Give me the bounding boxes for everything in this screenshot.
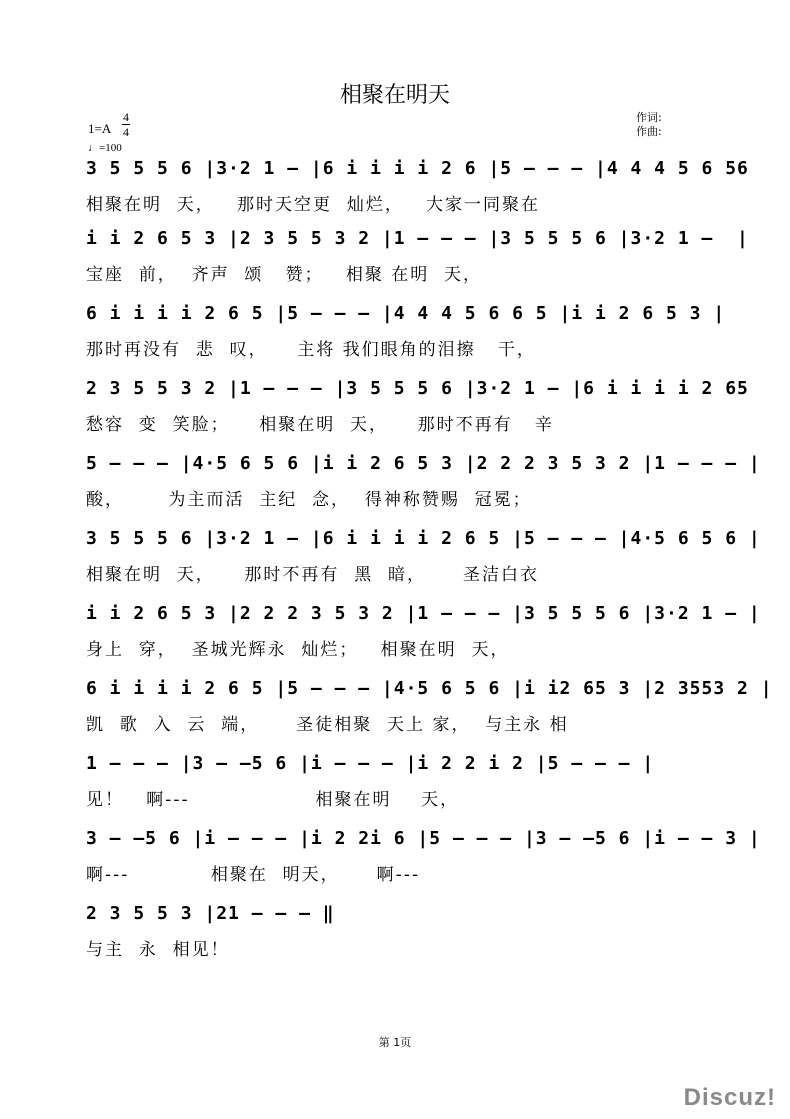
score-row: [86, 828, 761, 898]
score-row: [86, 228, 749, 298]
key-signature: 1=A: [88, 121, 112, 136]
notation-line: 6 i i i i 2 6 5 |5 – – – |4 4 4 5 6 6 5 |i i 2 6 5 3 |: [86, 303, 726, 324]
lyrics-line: 凯 歌 入 云 端， 圣徒相聚 天上 家， 与主永 相: [86, 715, 569, 735]
credits: [636, 111, 662, 139]
lyrics-line: 那时再没有 悲 叹， 主将 我们眼角的泪擦 干，: [86, 340, 536, 360]
watermark-logo: Discuz!: [683, 1084, 776, 1111]
time-signature-top: 4: [123, 110, 129, 124]
score-row: [86, 603, 761, 673]
song-title: 相聚在明天: [339, 83, 450, 108]
composer-label: 作曲:: [636, 125, 662, 138]
lyrics-line: 酸， 为主而活 主纪 念， 得神称赞赐 冠冕；: [86, 490, 532, 510]
notation-line: 1 – – – |3 – –5 6 |i – – – |i 2 2 i 2 |5 – – – |: [86, 753, 655, 774]
time-signature: [122, 110, 130, 139]
lyrics-line: 宝座 前， 齐声 颂 赞； 相聚 在明 天，: [86, 265, 483, 285]
lyrics-line: 啊--- 相聚在 明天， 啊---: [86, 865, 421, 885]
score-row: [86, 903, 746, 973]
time-signature-bottom: 4: [123, 125, 129, 139]
score-row: [86, 158, 749, 228]
lyrics-line: 与主 永 相见！: [86, 940, 230, 960]
page-number: 第 1页: [378, 1036, 412, 1049]
notation-line: i i 2 6 5 3 |2 3 5 5 3 2 |1 – – – |3 5 5 5 6 |3·2 1 – |: [86, 228, 749, 249]
lyrics-line: 身上 穿， 圣城光辉永 灿烂； 相聚在明 天，: [86, 640, 510, 660]
score-row: [86, 303, 746, 373]
lyrics-line: 相聚在明 天， 那时天空更 灿烂， 大家一同聚在: [86, 195, 541, 215]
lyrics-line: 见！ 啊--- 相聚在明 天，: [86, 790, 460, 810]
notation-line: 6 i i i i 2 6 5 |5 – – – |4·5 6 5 6 |i i2 65 3 |2 3553 2 |: [86, 678, 773, 699]
notation-line: 3 – –5 6 |i – – – |i 2 2i 6 |5 – – – |3 – –5 6 |i – – 3 |: [86, 828, 761, 849]
notation-line: 3 5 5 5 6 |3·2 1 – |6 i i i i 2 6 5 |5 – – – |4·5 6 5 6 |: [86, 528, 761, 549]
score-row: [86, 528, 761, 598]
lyricist-label: 作词:: [636, 111, 662, 124]
score-row: [86, 378, 749, 448]
notation-line: i i 2 6 5 3 |2 2 2 3 5 3 2 |1 – – – |3 5 5 5 6 |3·2 1 – |: [86, 603, 761, 624]
lyrics-line: 相聚在明 天， 那时不再有 黑 暗， 圣洁白衣: [86, 565, 540, 585]
score-row: [86, 753, 746, 823]
score-row: [86, 678, 773, 748]
notation-line: 5 – – – |4·5 6 5 6 |i i 2 6 5 3 |2 2 2 3 5 3 2 |1 – – – |: [86, 453, 761, 474]
score-row: [86, 453, 761, 523]
tempo-marking: ♩=100: [88, 142, 122, 154]
notation-line: 3 5 5 5 6 |3·2 1 – |6 i i i i 2 6 |5 – – – |4 4 4 5 6 56: [86, 158, 749, 179]
notation-line: 2 3 5 5 3 2 |1 – – – |3 5 5 5 6 |3·2 1 – |6 i i i i 2 65: [86, 378, 749, 399]
lyrics-line: 愁容 变 笑脸； 相聚在明 天， 那时不再有 辛: [86, 415, 554, 435]
notation-line: 2 3 5 5 3 |21 – – – ‖: [86, 903, 335, 924]
